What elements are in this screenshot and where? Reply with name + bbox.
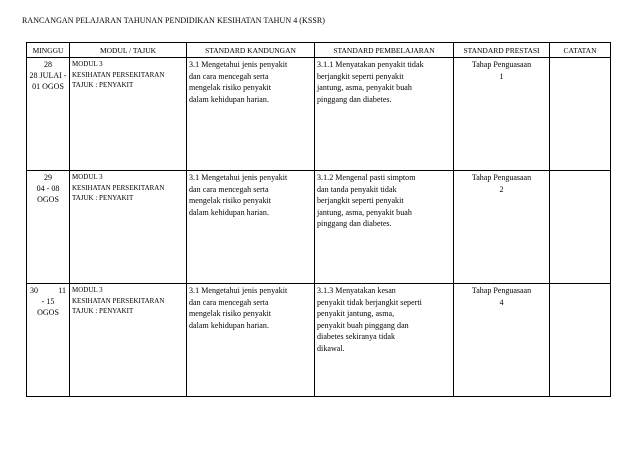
kandungan-line: dan cara mencegah serta <box>189 297 269 307</box>
prestasi-label: Tahap Penguasaan <box>471 286 532 295</box>
kandungan-line: 3.1 Mengetahui jenis penyakit <box>189 286 288 295</box>
kandungan-cell <box>187 171 315 284</box>
header-minggu: MINGGU <box>27 43 70 58</box>
minggu-date: OGOS <box>37 308 59 317</box>
kandungan-cell <box>187 284 315 397</box>
modul-cell <box>70 58 187 171</box>
pembelajaran-line: 3.1.3 Menyatakan kesan <box>317 286 396 295</box>
pembelajaran-cell <box>315 284 454 397</box>
modul-line: KESIHATAN PERSEKITARAN <box>72 70 165 79</box>
kandungan-line: dan cara mencegah serta <box>189 71 269 81</box>
header-standard-kandungan: STANDARD KANDUNGAN <box>187 43 315 58</box>
kandungan-line: mengelak risiko penyakit <box>189 83 272 92</box>
modul-line: MODUL 3 <box>72 286 103 294</box>
table-row <box>27 284 611 397</box>
catatan-cell <box>550 171 611 284</box>
minggu-cell <box>27 58 70 171</box>
minggu-week-line <box>29 285 67 296</box>
kandungan-line: dan cara mencegah serta <box>189 184 269 194</box>
pembelajaran-line: pinggang dan diabetes. <box>317 219 392 228</box>
prestasi-level: 1 <box>499 71 504 81</box>
table-header-row <box>27 43 611 58</box>
kandungan-line: dalam kehidupan harian. <box>189 207 270 217</box>
minggu-date: 11 <box>58 286 66 295</box>
modul-line: MODUL 3 <box>72 60 103 68</box>
pembelajaran-line: diabetes sekiranya tidak <box>317 332 396 341</box>
kandungan-line: 3.1 Mengetahui jenis penyakit <box>189 173 288 182</box>
pembelajaran-line: dikawal. <box>317 343 345 353</box>
prestasi-level: 4 <box>499 297 504 307</box>
header-standard-prestasi: STANDARD PRESTASI <box>454 43 550 58</box>
kandungan-line: dalam kehidupan harian. <box>189 94 270 104</box>
modul-line: KESIHATAN PERSEKITARAN <box>72 183 165 192</box>
pembelajaran-line: penyakit jantung, asma, <box>317 309 395 318</box>
minggu-week: 28 <box>44 60 52 69</box>
prestasi-label: Tahap Penguasaan <box>471 60 532 69</box>
minggu-date: 04 - 08 <box>36 184 60 193</box>
table-row <box>27 58 611 171</box>
pembelajaran-line: 3.1.1 Menyatakan penyakit tidak <box>317 60 424 69</box>
pembelajaran-line: jantung, asma, penyakit buah <box>317 83 412 92</box>
prestasi-cell <box>454 58 550 171</box>
pembelajaran-cell <box>315 58 454 171</box>
modul-line: KESIHATAN PERSEKITARAN <box>72 296 165 305</box>
catatan-cell <box>550 58 611 171</box>
pembelajaran-line: berjangkit seperti penyakit <box>317 196 404 205</box>
minggu-week: 30 <box>30 286 38 295</box>
header-standard-pembelajaran: STANDARD PEMBELAJARAN <box>315 43 454 58</box>
modul-cell <box>70 171 187 284</box>
pembelajaran-line: berjangkit seperti penyakit <box>317 71 404 81</box>
pembelajaran-line: pinggang dan diabetes. <box>317 94 392 104</box>
catatan-cell <box>550 284 611 397</box>
prestasi-cell <box>454 284 550 397</box>
document-title: RANCANGAN PELAJARAN TAHUNAN PENDIDIKAN KESIHATAN TAHUN 4 (KSSR) <box>22 16 325 25</box>
pembelajaran-line: jantung, asma, penyakit buah <box>317 207 412 217</box>
modul-line: TAJUK : PENYAKIT <box>72 194 134 202</box>
kandungan-line: dalam kehidupan harian. <box>189 320 270 330</box>
minggu-date: OGOS <box>37 195 59 204</box>
minggu-date: 01 OGOS <box>32 82 64 91</box>
table-row <box>27 171 611 284</box>
modul-cell <box>70 284 187 397</box>
header-modul: MODUL / TAJUK <box>70 43 187 58</box>
pembelajaran-line: dan tanda penyakit tidak <box>317 184 397 194</box>
pembelajaran-cell <box>315 171 454 284</box>
modul-line: TAJUK : PENYAKIT <box>72 307 134 315</box>
header-catatan: CATATAN <box>550 43 611 58</box>
minggu-cell <box>27 284 70 397</box>
modul-line: MODUL 3 <box>72 173 103 181</box>
kandungan-line: mengelak risiko penyakit <box>189 309 272 318</box>
kandungan-cell <box>187 58 315 171</box>
minggu-cell <box>27 171 70 284</box>
prestasi-cell <box>454 171 550 284</box>
prestasi-level: 2 <box>499 184 504 194</box>
minggu-date: - 15 <box>41 297 55 306</box>
pembelajaran-line: penyakit buah pinggang dan <box>317 320 409 330</box>
prestasi-label: Tahap Penguasaan <box>471 173 532 182</box>
modul-line: TAJUK : PENYAKIT <box>72 81 134 89</box>
yearly-plan-table <box>26 42 611 397</box>
pembelajaran-line: penyakit tidak berjangkit seperti <box>317 297 422 307</box>
minggu-date: 28 JULAI - <box>29 71 67 80</box>
minggu-week: 29 <box>44 173 52 182</box>
pembelajaran-line: 3.1.2 Mengenal pasti simptom <box>317 173 416 182</box>
kandungan-line: 3.1 Mengetahui jenis penyakit <box>189 60 288 69</box>
kandungan-line: mengelak risiko penyakit <box>189 196 272 205</box>
